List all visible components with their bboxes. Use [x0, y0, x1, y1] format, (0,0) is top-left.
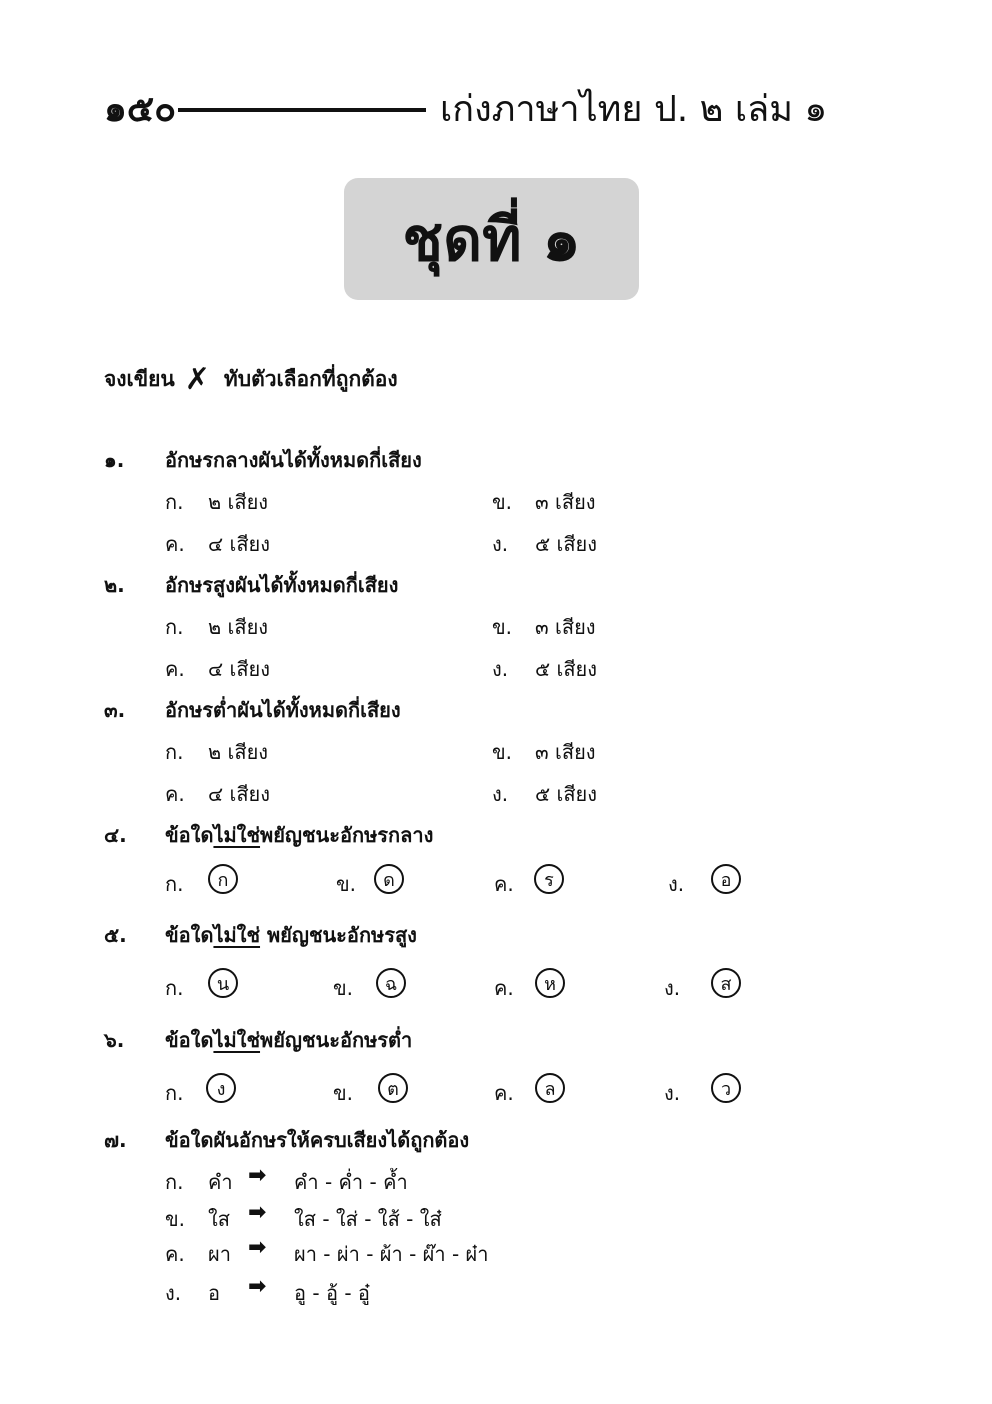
- q1-option-c-letter[interactable]: ค.: [165, 532, 185, 556]
- q6-option-c-circled-letter[interactable]: ล: [535, 1073, 565, 1103]
- instruction-text-after: ทับตัวเลือกที่ถูกต้อง: [223, 367, 398, 391]
- q4-option-b-circled-letter[interactable]: ด: [374, 864, 404, 894]
- q7-option-c-word[interactable]: ผา: [208, 1242, 231, 1266]
- q2-option-c-text[interactable]: ๔ เสียง: [208, 657, 271, 681]
- q3-option-b-letter[interactable]: ข.: [492, 740, 513, 764]
- q5-option-b-circled-letter[interactable]: ฉ: [376, 968, 406, 998]
- question-6-text-after: พยัญชนะอักษรต่ำ: [260, 1028, 413, 1052]
- instruction-text-before: จงเขียน: [104, 367, 175, 391]
- book-title: เก่งภาษาไทย ป. ๒ เล่ม ๑: [440, 89, 828, 130]
- q7-option-d-result[interactable]: อู - อู้ - อู๋: [294, 1281, 370, 1305]
- q2-option-b-text[interactable]: ๓ เสียง: [535, 615, 596, 639]
- right-arrow-icon: ➡: [248, 1274, 267, 1299]
- q3-option-d-text[interactable]: ๕ เสียง: [535, 782, 598, 806]
- question-6-text-before: ข้อใด: [165, 1028, 214, 1052]
- q6-option-a-circled-letter[interactable]: ง: [206, 1073, 236, 1103]
- q7-option-a-result[interactable]: คำ - ค่ำ - ค้ำ: [294, 1170, 408, 1194]
- q6-option-a-letter[interactable]: ก.: [165, 1081, 184, 1105]
- question-5-text: [165, 919, 417, 951]
- question-4-text-before: ข้อใด: [165, 823, 214, 847]
- q5-option-c-circled-letter[interactable]: ห: [535, 968, 565, 998]
- q4-option-c-letter[interactable]: ค.: [494, 872, 514, 896]
- q4-option-b-letter[interactable]: ข.: [336, 872, 357, 896]
- q7-option-d-letter[interactable]: ง.: [165, 1281, 182, 1305]
- question-5-emphasis: ไม่ใช่: [213, 923, 261, 947]
- q4-option-d-circled-letter[interactable]: อ: [711, 864, 741, 894]
- q7-option-b-word[interactable]: ใส: [208, 1207, 230, 1231]
- right-arrow-icon: ➡: [248, 1200, 267, 1225]
- right-arrow-icon: ➡: [248, 1235, 267, 1260]
- q1-option-d-letter[interactable]: ง.: [492, 532, 509, 556]
- q2-option-a-text[interactable]: ๒ เสียง: [208, 615, 269, 639]
- q1-option-b-text[interactable]: ๓ เสียง: [535, 490, 596, 514]
- q7-option-b-letter[interactable]: ข.: [165, 1207, 186, 1231]
- q6-option-d-circled-letter[interactable]: ว: [711, 1073, 741, 1103]
- q5-option-a-circled-letter[interactable]: น: [208, 968, 238, 998]
- instruction: [104, 362, 398, 397]
- question-5-text-after: พยัญชนะอักษรสูง: [260, 923, 417, 947]
- q3-option-d-letter[interactable]: ง.: [492, 782, 509, 806]
- question-5-number: ๕.: [104, 923, 127, 947]
- q1-option-c-text[interactable]: ๔ เสียง: [208, 532, 271, 556]
- q6-option-d-letter[interactable]: ง.: [664, 1081, 681, 1105]
- q6-option-b-letter[interactable]: ข.: [333, 1081, 354, 1105]
- q4-option-a-circled-letter[interactable]: ก: [208, 864, 238, 894]
- q7-option-c-result[interactable]: ผา - ผ่า - ผ้า - ผ๊า - ผ๋า: [294, 1242, 489, 1266]
- q1-option-a-letter[interactable]: ก.: [165, 490, 184, 514]
- question-6-number: ๖.: [104, 1028, 125, 1052]
- question-6-text: [165, 1024, 412, 1056]
- q7-option-d-word[interactable]: อ: [208, 1281, 221, 1305]
- set-title: ชุดที่ ๑: [402, 204, 581, 275]
- question-3-number: ๓.: [104, 698, 126, 722]
- q4-option-d-letter[interactable]: ง.: [668, 872, 685, 896]
- q3-option-c-text[interactable]: ๔ เสียง: [208, 782, 271, 806]
- right-arrow-icon: ➡: [248, 1163, 267, 1188]
- question-2-number: ๒.: [104, 573, 125, 597]
- q1-option-d-text[interactable]: ๕ เสียง: [535, 532, 598, 556]
- q5-option-c-letter[interactable]: ค.: [494, 976, 514, 1000]
- question-7-number: ๗.: [104, 1128, 127, 1152]
- q7-option-a-word[interactable]: คำ: [208, 1170, 233, 1194]
- q7-option-c-letter[interactable]: ค.: [165, 1242, 185, 1266]
- q5-option-b-letter[interactable]: ข.: [333, 976, 354, 1000]
- q6-option-c-letter[interactable]: ค.: [494, 1081, 514, 1105]
- q2-option-c-letter[interactable]: ค.: [165, 657, 185, 681]
- q3-option-c-letter[interactable]: ค.: [165, 782, 185, 806]
- q7-option-b-result[interactable]: ใส - ใส่ - ใส้ - ใส๋: [294, 1207, 442, 1231]
- question-4-text-after: พยัญชนะอักษรกลาง: [260, 823, 434, 847]
- question-3-text: อักษรต่ำผันได้ทั้งหมดกี่เสียง: [165, 698, 401, 722]
- q2-option-b-letter[interactable]: ข.: [492, 615, 513, 639]
- header-rule: [178, 108, 426, 112]
- q5-option-d-circled-letter[interactable]: ส: [711, 968, 741, 998]
- q3-option-a-letter[interactable]: ก.: [165, 740, 184, 764]
- set-title-box: [344, 178, 639, 300]
- page-number: ๑๕๐: [104, 89, 177, 130]
- question-7-text: ข้อใดผันอักษรให้ครบเสียงได้ถูกต้อง: [165, 1128, 470, 1152]
- q6-option-b-circled-letter[interactable]: ต: [378, 1073, 408, 1103]
- q5-option-d-letter[interactable]: ง.: [664, 976, 681, 1000]
- question-5-text-before: ข้อใด: [165, 923, 214, 947]
- q2-option-a-letter[interactable]: ก.: [165, 615, 184, 639]
- question-1-text: อักษรกลางผันได้ทั้งหมดกี่เสียง: [165, 448, 422, 472]
- q2-option-d-text[interactable]: ๕ เสียง: [535, 657, 598, 681]
- question-4-number: ๔.: [104, 823, 127, 847]
- q4-option-a-letter[interactable]: ก.: [165, 872, 184, 896]
- q5-option-a-letter[interactable]: ก.: [165, 976, 184, 1000]
- q2-option-d-letter[interactable]: ง.: [492, 657, 509, 681]
- q4-option-c-circled-letter[interactable]: ร: [534, 864, 564, 894]
- x-mark-icon: ✗: [184, 362, 210, 397]
- question-1-number: ๑.: [104, 448, 125, 472]
- q3-option-a-text[interactable]: ๒ เสียง: [208, 740, 269, 764]
- question-4-text: [165, 819, 433, 851]
- question-4-emphasis: ไม่ใช่: [213, 823, 261, 847]
- question-6-emphasis: ไม่ใช่: [213, 1028, 261, 1052]
- question-2-text: อักษรสูงผันได้ทั้งหมดกี่เสียง: [165, 573, 399, 597]
- q1-option-b-letter[interactable]: ข.: [492, 490, 513, 514]
- q7-option-a-letter[interactable]: ก.: [165, 1170, 184, 1194]
- q1-option-a-text[interactable]: ๒ เสียง: [208, 490, 269, 514]
- q3-option-b-text[interactable]: ๓ เสียง: [535, 740, 596, 764]
